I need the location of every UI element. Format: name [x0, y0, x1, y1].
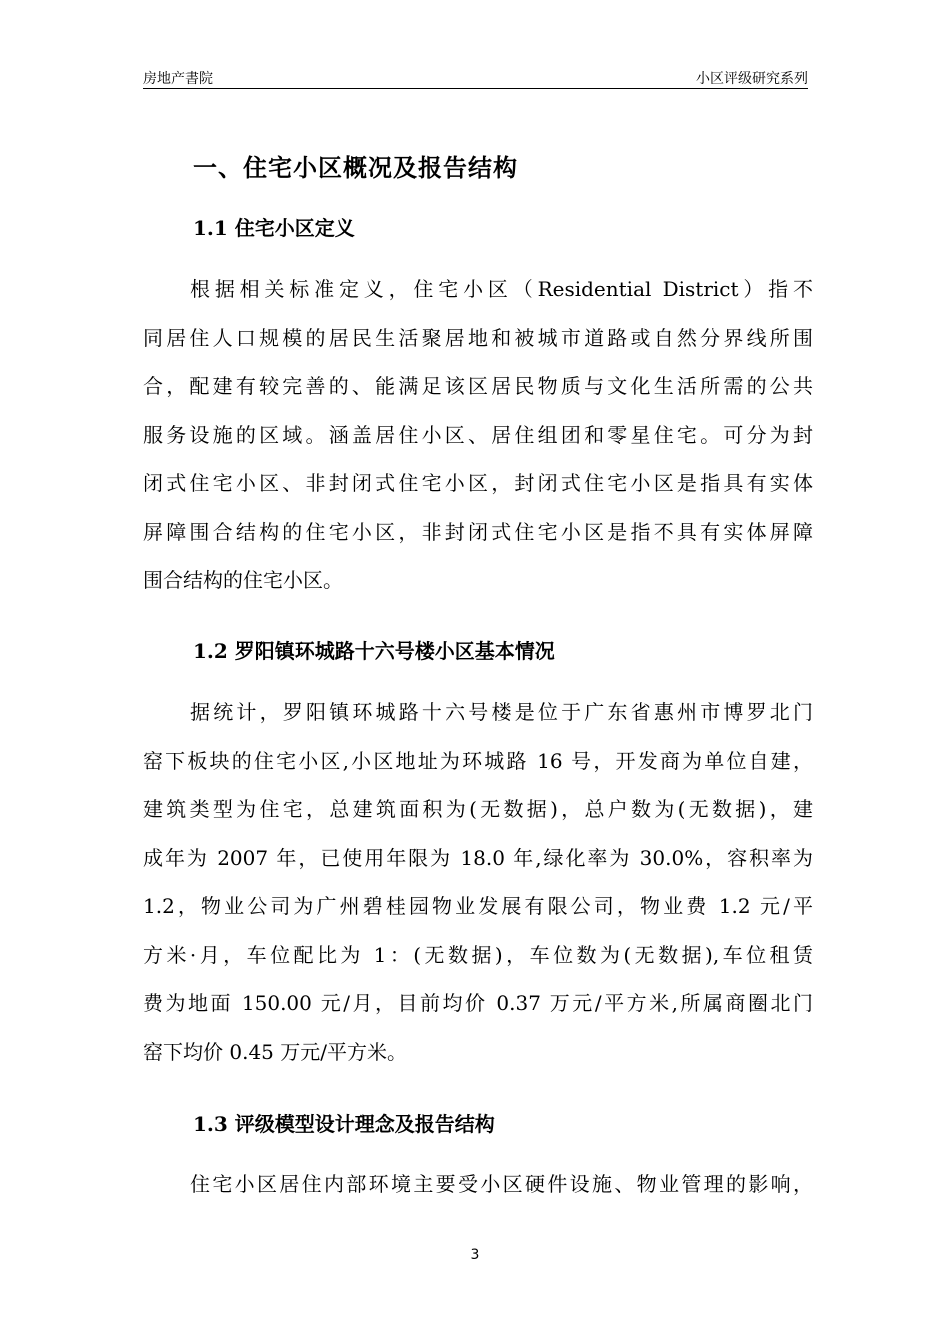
paragraph-line: 围合结构的住宅小区。 [143, 568, 343, 592]
paragraph-line: 建筑类型为住宅，总建筑面积为(无数据)，总户数为(无数据)，建 [143, 797, 813, 821]
paragraph-line: 方米·月，车位配比为 1：(无数据)，车位数为(无数据),车位租赁 [143, 942, 813, 967]
page-number: 3 [470, 1247, 480, 1263]
section-heading-1-1: 1.1 住宅小区定义 [193, 216, 355, 240]
section-heading-1-2: 1.2 罗阳镇环城路十六号楼小区基本情况 [193, 639, 555, 663]
paragraph-line: 闭式住宅小区、非封闭式住宅小区，封闭式住宅小区是指具有实体 [143, 471, 813, 495]
paragraph-line: 窑下均价 0.45 万元/平方米。 [143, 1039, 407, 1064]
paragraph-line: 成年为 2007 年，已使用年限为 18.0 年,绿化率为 30.0%，容积率为 [143, 845, 813, 870]
section-paragraph-1-3 [143, 1160, 813, 1209]
chapter-title: 一、住宅小区概况及报告结构 [193, 153, 518, 182]
section-paragraph-1-2 [143, 688, 813, 1076]
paragraph-line: 合，配建有较完善的、能满足该区居民物质与文化生活所需的公共 [143, 374, 813, 398]
header-right-title: 小区评级研究系列 [696, 71, 808, 87]
paragraph-line: 服务设施的区域。涵盖居住小区、居住组团和零星住宅。可分为封 [143, 422, 813, 447]
paragraph-line: 1.2，物业公司为广州碧桂园物业发展有限公司，物业费 1.2 元/平 [143, 894, 813, 918]
paragraph-line: 窑下板块的住宅小区,小区地址为环城路 16 号，开发商为单位自建， [143, 748, 813, 773]
header-left-title: 房地产書院 [143, 71, 213, 87]
page-header [143, 66, 808, 89]
paragraph-line: 屏障围合结构的住宅小区，非封闭式住宅小区是指不具有实体屏障 [143, 519, 813, 544]
paragraph-line: 据统计，罗阳镇环城路十六号楼是位于广东省惠州市博罗北门 [190, 700, 813, 724]
paragraph-line: 同居住人口规模的居民生活聚居地和被城市道路或自然分界线所围 [143, 325, 813, 350]
paragraph-line: 根据相关标准定义，住宅小区（Residential District）指不 [190, 277, 813, 301]
paragraph-line: 费为地面 150.00 元/月，目前均价 0.37 万元/平方米,所属商圈北门 [143, 991, 813, 1015]
section-heading-1-3: 1.3 评级模型设计理念及报告结构 [193, 1112, 495, 1136]
section-paragraph-1-1 [143, 265, 813, 605]
paragraph-line: 住宅小区居住内部环境主要受小区硬件设施、物业管理的影响， [190, 1172, 813, 1196]
